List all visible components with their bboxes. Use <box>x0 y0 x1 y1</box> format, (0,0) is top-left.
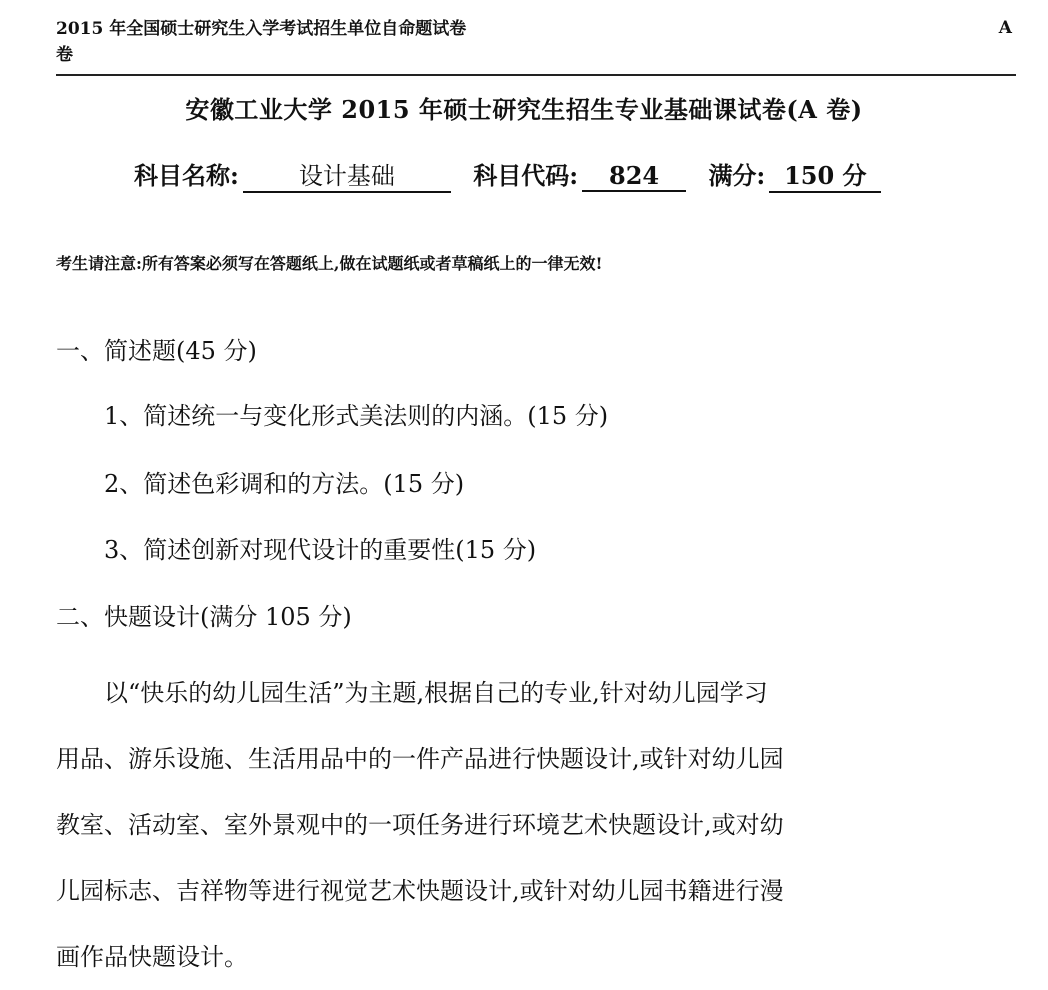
header-paper-version: A <box>998 18 1012 38</box>
question-3: 3、简述创新对现代设计的重要性(15 分) <box>104 536 537 564</box>
paragraph-line: 用品、游乐设施、生活用品中的一件产品进行快题设计,或针对幼儿园 <box>56 745 784 773</box>
full-score-label: 满分: <box>708 161 766 190</box>
exam-title: 安徽工业大学 2015 年硕士研究生招生专业基础课试卷(A 卷) <box>185 95 863 124</box>
paragraph-line: 画作品快题设计。 <box>56 943 248 971</box>
header-line-1: 2015 年全国硕士研究生入学考试招生单位自命题试卷 <box>56 19 467 39</box>
exam-meta <box>134 156 895 193</box>
section-1-heading: 一、简述题(45 分) <box>56 337 257 365</box>
section-2-heading: 二、快题设计(满分 105 分) <box>56 603 352 631</box>
subject-name-value: 设计基础 <box>243 156 451 193</box>
subject-code-label: 科目代码: <box>473 161 579 190</box>
paragraph-line: 以“快乐的幼儿园生活”为主题,根据自己的专业,针对幼儿园学习 <box>104 679 768 707</box>
candidate-notice: 考生请注意:所有答案必须写在答题纸上,做在试题纸或者草稿纸上的一律无效! <box>56 254 603 273</box>
paragraph-line: 教室、活动室、室外景观中的一项任务进行环境艺术快题设计,或对幼 <box>56 811 784 839</box>
paragraph-line: 儿园标志、吉祥物等进行视觉艺术快题设计,或针对幼儿园书籍进行漫 <box>56 877 784 905</box>
design-task-paragraph <box>56 660 1006 990</box>
header-exam-name <box>56 16 596 68</box>
subject-name-label: 科目名称: <box>134 161 239 190</box>
question-2: 2、简述色彩调和的方法。(15 分) <box>104 470 465 498</box>
header-line-2: 卷 <box>56 45 73 65</box>
subject-code-value: 824 <box>582 161 686 192</box>
page-header <box>56 16 1016 76</box>
full-score-value: 150 分 <box>769 156 881 193</box>
question-1: 1、简述统一与变化形式美法则的内涵。(15 分) <box>104 402 609 430</box>
